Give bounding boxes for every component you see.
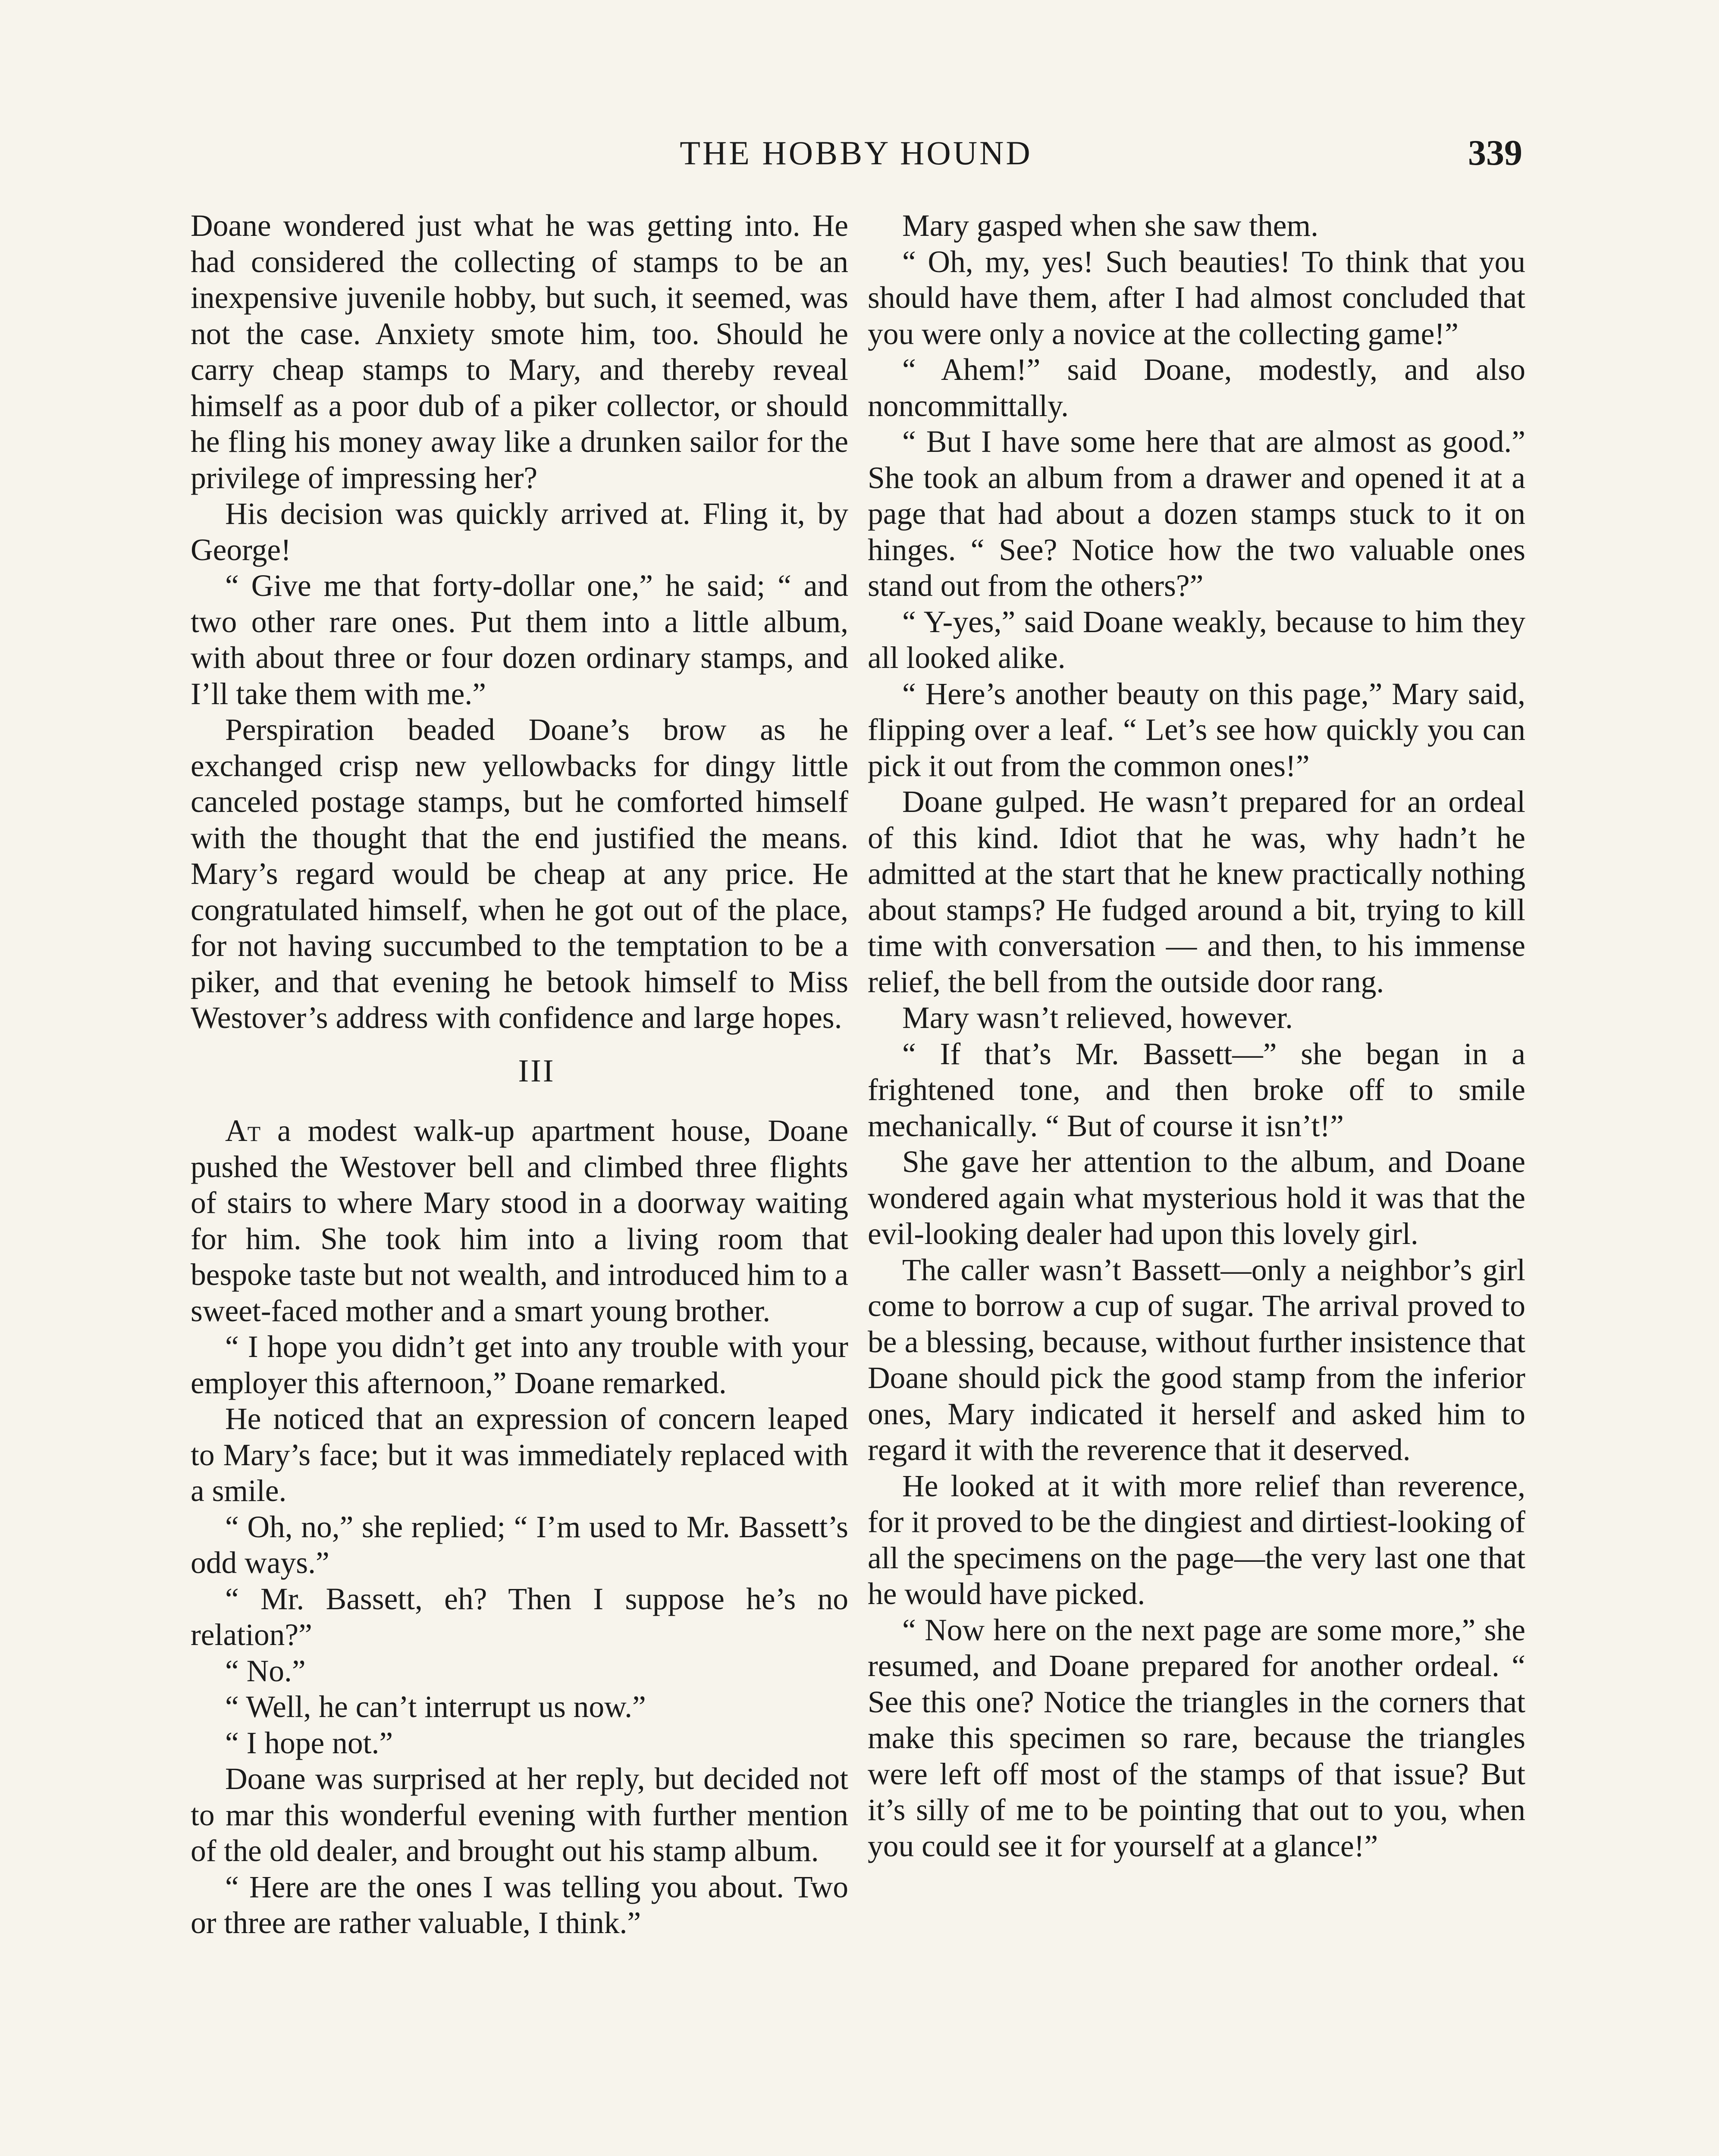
- paragraph: The caller wasn’t Bassett—only a neighbor’s girl come to borrow a cup of sugar. The arrival proved to be a blessing, because, without further insistence that Doane should pick the good stamp from the inferior ones, Mary indicated it herself and asked him to regard it with the reverence that it deserved.: [868, 1253, 1525, 1467]
- paragraph: “ Mr. Bassett, eh? Then I suppose he’s no relation?”: [191, 1582, 848, 1652]
- page-header: [190, 129, 1522, 177]
- paragraph: Doane gulped. He wasn’t prepared for an ordeal of this kind. Idiot that he was, why hadn’t he admitted at the start that he knew practically nothing about stamps? He fudged around a bit, trying to kill time with conversation — and then, to his immense relief, the bell from the outside door rang.: [868, 785, 1525, 999]
- paragraph: Doane wondered just what he was getting into. He had considered the collecting of stamps to be an inexpensive juvenile hobby, but such, it seemed, was not the case. Anxiety smote him, too. Should he carry cheap stamps to Mary, and thereby reveal himself as a poor dub of a piker collector, or should he fling his money away like a drunken sailor for the privilege of impressing her?: [191, 209, 848, 495]
- paragraph: “ No.”: [225, 1654, 306, 1688]
- paragraph-text: a modest walk-up apartment house, Doane pushed the Westover bell and climbed three flights of stairs to where Mary stood in a doorway waiting for him. She took him into a living room that bespoke taste but not wealth, and introduced him to a sweet-faced mother and a smart young brother.: [191, 1114, 848, 1328]
- paragraph: Mary gasped when she saw them.: [902, 209, 1319, 243]
- paragraph: “ Give me that forty-dollar one,” he said; “ and two other rare ones. Put them into a little album, with about three or four dozen ordinary stamps, and I’ll take them with me.”: [191, 569, 848, 711]
- paragraph: “ Oh, no,” she replied; “ I’m used to Mr. Bassett’s odd ways.”: [191, 1510, 848, 1580]
- paragraph: She gave her attention to the album, and Doane wondered again what mysterious hold it was that the evil-looking dealer had upon this lovely girl.: [868, 1145, 1525, 1251]
- paragraph: “ If that’s Mr. Bassett—” she began in a frightened tone, and then broke off to smile mechanically. “ But of course it isn’t!”: [868, 1037, 1525, 1143]
- right-column: [868, 208, 1525, 1864]
- paragraph: “ I hope you didn’t get into any trouble with your employer this afternoon,” Doane remarked.: [191, 1330, 848, 1400]
- paragraph: [191, 1113, 848, 1329]
- paragraph: His decision was quickly arrived at. Fling it, by George!: [191, 497, 848, 567]
- paragraph: Perspiration beaded Doane’s brow as he exchanged crisp new yellowbacks for dingy little canceled postage stamps, but he comforted himself with the thought that the end justified the means. Mary’s regard would be cheap at any price. He congratulated himself, when he got out of the place, for not having succumbed to the temptation to be a piker, and that evening he betook himself to Miss Westover’s address with confidence and large hopes.: [191, 713, 848, 1035]
- paragraph: “ Ahem!” said Doane, modestly, and also noncommittally.: [868, 353, 1525, 423]
- paragraph: He looked at it with more relief than reverence, for it proved to be the dingiest and dirtiest-looking of all the specimens on the page—the very last one that he would have picked.: [868, 1469, 1525, 1611]
- paragraph: Doane was surprised at her reply, but decided not to mar this wonderful evening with further mention of the old dealer, and brought out his stamp album.: [191, 1762, 848, 1868]
- running-head: THE HOBBY HOUND: [680, 134, 1032, 172]
- paragraph: “ Oh, my, yes! Such beauties! To think that you should have them, after I had almost concluded that you were only a novice at the collecting game!”: [868, 244, 1525, 351]
- paragraph: Mary wasn’t relieved, however.: [902, 1001, 1293, 1035]
- paragraph: “ Here are the ones I was telling you about. Two or three are rather valuable, I think.”: [191, 1870, 848, 1940]
- paragraph: “ Y-yes,” said Doane weakly, because to him they all looked alike.: [868, 605, 1525, 675]
- paragraph: “ But I have some here that are almost as good.” She took an album from a drawer and opened it at a page that had about a dozen stamps stuck to it on hinges. “ See? Notice how the two valuable ones stand out from the others?”: [868, 425, 1525, 603]
- paragraph: He noticed that an expression of concern leaped to Mary’s face; but it was immediately replaced with a smile.: [191, 1402, 848, 1508]
- paragraph: “ Well, he can’t interrupt us now.”: [225, 1690, 646, 1724]
- left-column: [191, 208, 848, 1941]
- paragraph: “ I hope not.”: [225, 1726, 393, 1760]
- paragraph: “ Now here on the next page are some more,” she resumed, and Doane prepared for another ordeal. “ See this one? Notice the triangles in the corners that make this specimen so rare, because the triangles were left off most of the stamps of that issue? But it’s silly of me to be pointing that out to you, when you could see it for yourself at a glance!”: [868, 1613, 1525, 1863]
- paragraph: “ Here’s another beauty on this page,” Mary said, flipping over a leaf. “ Let’s see how quickly you can pick it out from the common ones!”: [868, 677, 1525, 783]
- drop-word: At: [225, 1114, 261, 1148]
- section-heading: III: [518, 1053, 555, 1089]
- page-number: 339: [1468, 133, 1522, 173]
